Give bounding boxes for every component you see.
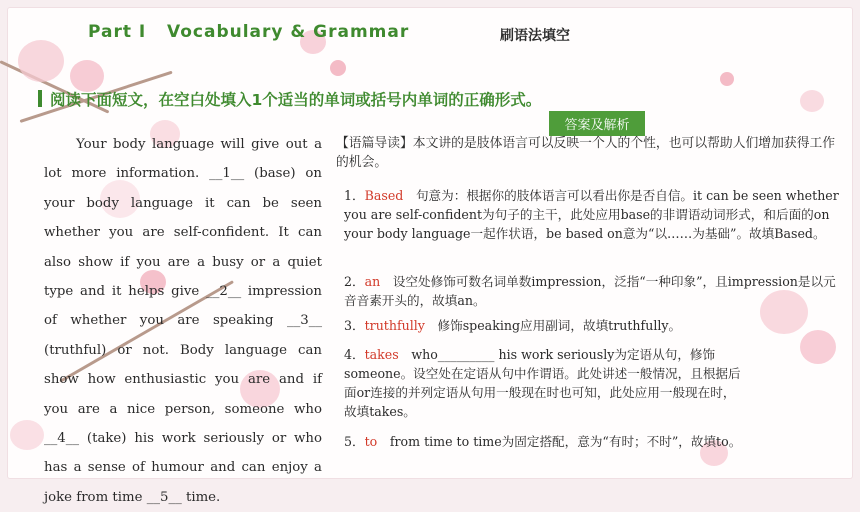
answer-explanation: from time to time为固定搭配，意为“有时；不时”，故填to。 — [377, 434, 742, 449]
answer-number: 4． — [344, 347, 365, 362]
passage-text: Your body language will give out a lot more information. __1__ (base) on your body language it can be seen whether you are self-confident. It can also show if you are a busy or a quiet type and it helps give __2__ impression of whether you are speaking __3__ (truthful) or not. Body language can show how enthusiastic you are and if you are a nice person, someone who __4__ (take) his work seriously or who has a sense of humour and can enjoy a joke from time __5__ time. — [44, 137, 322, 505]
answer-explanation: 句意为：根据你的肢体语言可以看出你是否自信。it can be seen whether you are self-confident为句子的主干，此处应用base的非谓语动词形式，和后面的on your body language一起作状语，be based on意为“以……为基础”。故填Based。 — [344, 188, 839, 241]
reading-passage — [44, 130, 322, 512]
instruction-text: 阅读下面短文，在空白处填入1个适当的单词或括号内单词的正确形式。 — [50, 91, 542, 109]
answer-number: 2． — [344, 274, 365, 289]
answer-item-4 — [344, 345, 744, 421]
answer-explanation: 修饰speaking应用副词，故填truthfully。 — [424, 318, 682, 333]
answer-number: 5． — [344, 434, 365, 449]
answer-number: 1． — [344, 188, 365, 203]
answer-word: an — [364, 274, 381, 289]
answer-item-3 — [344, 316, 842, 335]
part-title: Part Ⅰ Vocabulary & Grammar — [88, 22, 410, 42]
instruction-marker — [38, 90, 42, 107]
answer-word: Based — [364, 188, 404, 203]
answer-item-1 — [344, 186, 842, 243]
answer-explanation: who_________ his work seriously为定语从句，修饰someone。设空处在定语从句中作谓语。此处讲述一般情况，且根据后面or连接的并列定语从句用一般现在时也可知，此处应用一般现在时，故填takes。 — [344, 347, 741, 419]
answer-item-2 — [344, 272, 842, 310]
answer-item-5 — [344, 432, 784, 451]
answer-word: truthfully — [364, 318, 425, 333]
answer-word: to — [364, 434, 378, 449]
text-guide: 【语篇导读】本文讲的是肢体语言可以反映一个人的个性，也可以帮助人们增加获得工作的机会。 — [336, 136, 836, 170]
answer-number: 3． — [344, 318, 365, 333]
answer-word: takes — [364, 347, 399, 362]
section-title: 刷语法填空 — [500, 28, 570, 44]
answer-explanation: 设空处修饰可数名词单数impression，泛指“一种印象”，且impression是以元音音素开头的，故填an。 — [344, 274, 836, 308]
answer-and-explanation-button[interactable]: 答案及解析 — [549, 111, 645, 136]
